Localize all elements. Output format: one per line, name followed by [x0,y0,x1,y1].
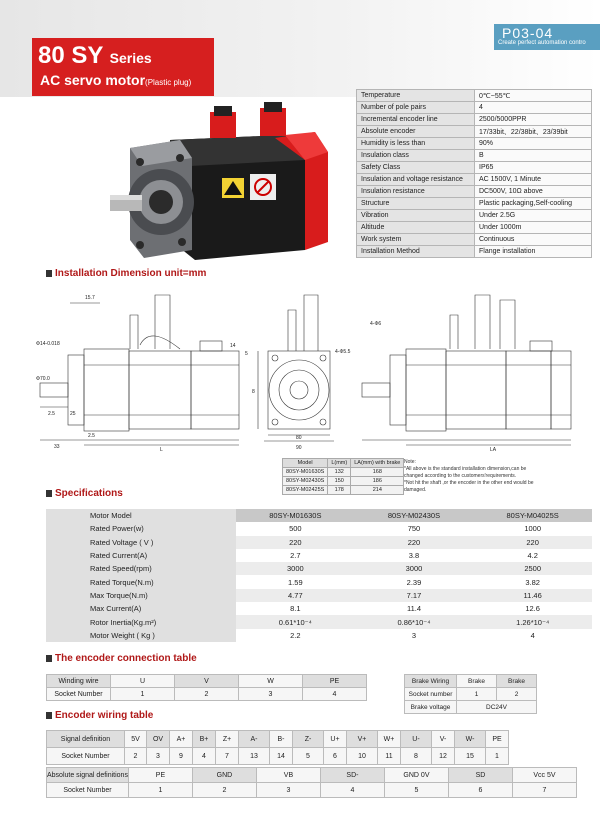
property-row: Work system Continuous [357,234,592,246]
table-row: Signal definition 5V OV A+ B+ Z+ A- B- Z- U+ V+ W+ U- V- W- PE [47,731,509,748]
property-table [356,89,592,258]
table-row: Rated Speed(rpm) 3000 3000 2500 [46,562,592,575]
servo-motor-image [110,100,340,270]
dim-label: 5 [245,351,248,357]
notes: Note: *All above is the standard installation dimension,can be changed according to the customers'requirements. *Not hit the shaft ,or the encoder in the other end would be damaged. [404,459,534,493]
table-row: Rated Power(w) 500 750 1000 [46,522,592,535]
dim-label: 4-Φ6 [370,321,382,327]
product-title: 80 SY Series [38,42,152,69]
property-row: Insulation resistance DC500V, 10Ω above [357,186,592,198]
table-header-row: Model L(mm) LA(mm) with brake [283,459,404,468]
dim-label: 15.7 [85,295,95,301]
dim-label: Φ70.0 [36,376,50,382]
property-row: Vibration Under 2.5G [357,210,592,222]
table-row: 80SY-M02425S 178 214 [283,486,404,495]
installation-drawing [30,285,590,455]
absolute-wiring-table [46,767,577,798]
property-row: Installation Method Flange installation [357,246,592,258]
table-row: Socket Number 1 2 3 4 5 6 7 [47,783,577,798]
title-box [32,38,214,96]
property-row: Altitude Under 1000m [357,222,592,234]
table-header-row: Motor Model 80SY-M01630S 80SY-M02430S 80SY-M04025S [46,509,592,522]
bullet-icon [46,490,52,497]
page-code: P03-04 [502,25,554,41]
property-row: Absolute encoder 17/33bit、22/38bit、23/39bit [357,126,592,138]
installation-heading: Installation Dimension unit=mm [46,268,206,279]
dim-label: 33 [54,444,60,450]
property-row: Number of pole pairs 4 [357,102,592,114]
brake-table [404,674,537,714]
tagline: Create perfect automation contro [498,40,586,46]
bullet-icon [46,270,52,277]
bullet-icon [46,712,52,719]
dim-label: 2.5 [88,433,95,439]
table-row: Rated Current(A) 2.7 3.8 4.2 [46,549,592,562]
encoder-wiring-heading: Encoder wiring table [46,710,153,721]
encoder-connection-table [46,674,367,701]
dim-label: 14 [230,343,236,349]
table-row: Socket Number 2 3 9 4 7 13 14 5 6 10 11 8 12 15 1 [47,748,509,765]
dim-label: L [160,447,163,453]
property-row: Incremental encoder line 2500/5000PPR [357,114,592,126]
table-row: Rotor Inertia(Kg.m²) 0.61*10⁻⁴ 0.86*10⁻⁴ 1.26*10⁻⁴ [46,615,592,628]
property-row: Insulation class B [357,150,592,162]
bullet-icon [46,655,52,662]
property-row: Safety Class IP65 [357,162,592,174]
table-row: Motor Weight ( Kg ) 2.2 3 4 [46,629,592,642]
table-row: Rated Voltage ( V ) 220 220 220 [46,536,592,549]
table-row: Max Torque(N.m) 4.77 7.17 11.46 [46,589,592,602]
table-row: Max Current(A) 8.1 11.4 12.6 [46,602,592,615]
table-row: Rated Torque(N.m) 1.59 2.39 3.82 [46,575,592,588]
encoder-wiring-table [46,730,509,765]
table-row: Winding wire U V W PE [47,675,367,688]
encoder-connection-heading: The encoder connection table [46,653,197,664]
property-row: Structure Plastic packaging,Self-cooling [357,198,592,210]
table-row: Absolute signal definitions PE GND VB SD- GND 0V SD Vcc 5V [47,768,577,783]
dim-label: 90 [296,445,302,451]
table-row: Brake Wiring Brake Brake [405,675,537,688]
table-row: Brake voltage DC24V [405,701,537,714]
property-row: Temperature 0℃~55℃ [357,90,592,102]
table-row: Socket Number 1 2 3 4 [47,688,367,701]
dim-label: 8 [252,389,255,395]
dim-label: 25 [70,411,76,417]
specifications-table [46,509,592,642]
dim-label: 2.5 [48,411,55,417]
specifications-heading: Specifications [46,488,123,499]
property-row: Humidity is less than 90% [357,138,592,150]
page-code-box [494,24,600,50]
property-row: Insulation and voltage resistance AC 1500V, 1 Minute [357,174,592,186]
dimension-table [282,458,404,495]
product-subtitle: AC servo motor(Plastic plug) [40,72,192,88]
dim-label: Φ14-0.018 [36,341,60,347]
dim-label: 80 [296,435,302,441]
dim-label: LA [490,447,497,453]
table-row: 80SY-M02430S 150 186 [283,477,404,486]
table-row: 80SY-M01630S 132 168 [283,468,404,477]
table-row: Socket number 1 2 [405,688,537,701]
dim-label: 4-Φ5.5 [335,349,351,355]
